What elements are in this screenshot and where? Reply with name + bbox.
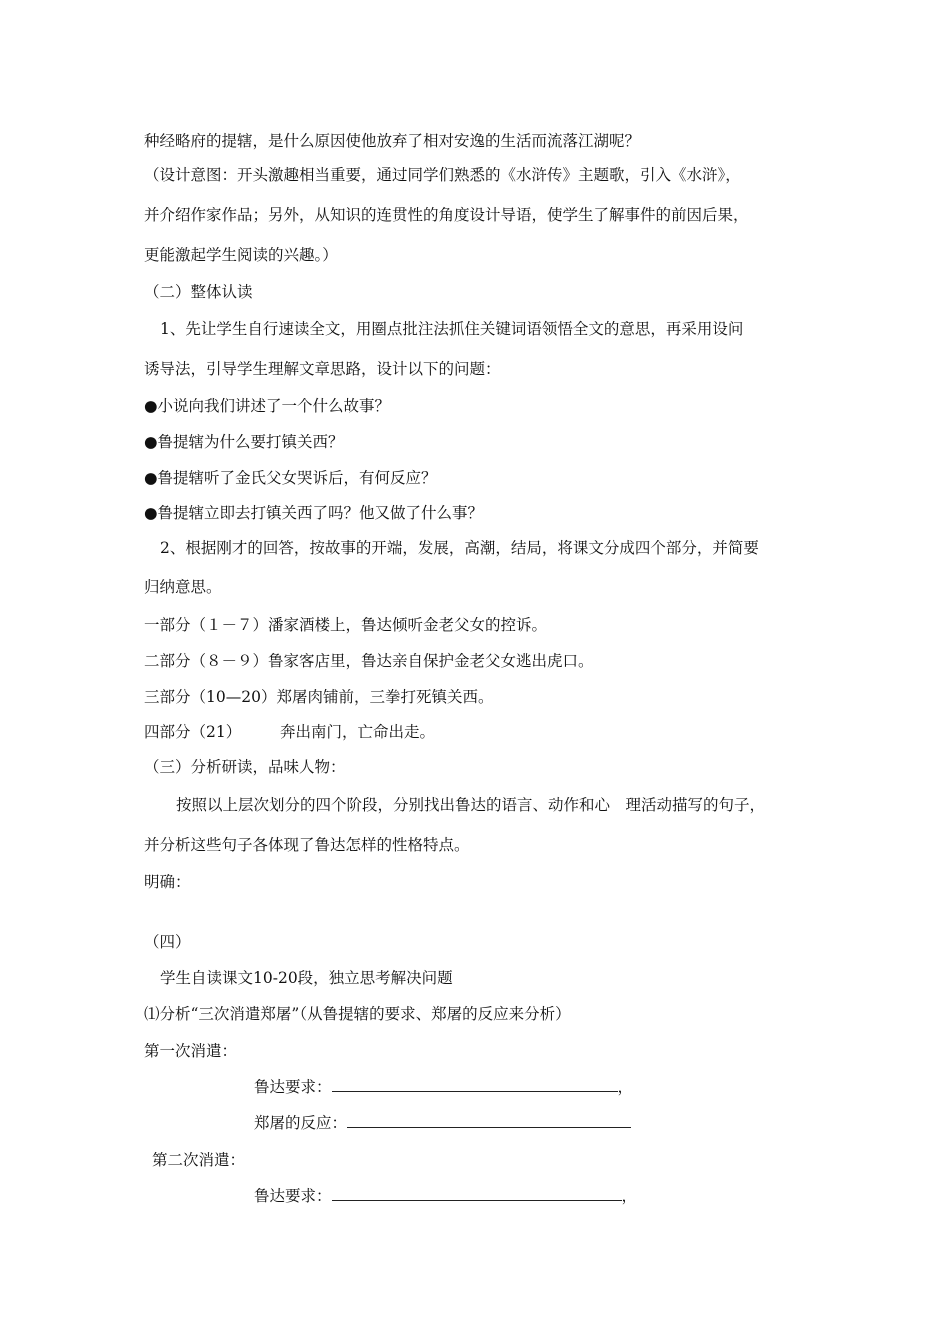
section-heading: （四）	[144, 933, 191, 951]
part-line: 一部分（１－７）潘家酒楼上，鲁达倾听金老父女的控诉。	[144, 616, 548, 634]
bullet-question: ●鲁提辖听了金氏父女哭诉后，有何反应？	[144, 469, 437, 487]
section-heading: （二）整体认读	[144, 283, 253, 301]
bullet-question: ●鲁提辖为什么要打镇关西？	[144, 433, 344, 451]
answer-blank[interactable]	[347, 1113, 631, 1128]
text-line: 1、先让学生自行速读全文，用圈点批注法抓住关键词语领悟全文的意思，再采用设问	[160, 320, 744, 338]
text-line: 2、根据刚才的回答，按故事的开端，发展，高潮，结局，将课文分成四个部分，并简要	[160, 539, 759, 557]
first-reaction-row	[254, 1113, 631, 1133]
comma: ，	[617, 1078, 634, 1096]
text-line: 并介绍作家作品；另外，从知识的连贯性的角度设计导语，使学生了解事件的前因后果，	[144, 206, 749, 224]
text-line: 种经略府的提辖，是什么原因使他放弃了相对安逸的生活而流落江湖呢？	[144, 132, 641, 150]
text-line: 按照以上层次划分的四个阶段，分别找出鲁达的语言、动作和心 理活动描写的句子，	[176, 796, 766, 814]
bullet-question: ●小说向我们讲述了一个什么故事？	[144, 397, 391, 415]
part-line: 四部分（21） 奔出南门，亡命出走。	[144, 723, 435, 741]
answer-blank[interactable]	[332, 1077, 618, 1092]
bullet-question: ●鲁提辖立即去打镇关西了吗？他又做了什么事？	[144, 504, 484, 522]
section-heading: （三）分析研读，品味人物：	[144, 758, 346, 776]
answer-blank[interactable]	[332, 1186, 622, 1201]
reaction-label: 郑屠的反应：	[254, 1114, 348, 1132]
text-line: 学生自读课文10-20段，独立思考解决问题	[160, 969, 453, 987]
text-line: 归纳意思。	[144, 578, 222, 596]
first-request-row	[254, 1077, 633, 1097]
request-label: 鲁达要求：	[254, 1078, 332, 1096]
request-label: 鲁达要求：	[254, 1187, 332, 1205]
second-title: 第二次消遣：	[152, 1151, 246, 1169]
comma: ，	[621, 1187, 638, 1205]
text-line: ⑴分析“三次消遣郑屠”（从鲁提辖的要求、郑屠的反应来分析）	[144, 1005, 571, 1023]
part-line: 二部分（８－９）鲁家客店里，鲁达亲自保护金老父女逃出虎口。	[144, 652, 594, 670]
part-line: 三部分（10—20）郑屠肉铺前，三拳打死镇关西。	[144, 688, 494, 706]
text-line: 第一次消遣：	[144, 1042, 238, 1060]
text-line: 诱导法，引导学生理解文章思路，设计以下的问题：	[144, 360, 501, 378]
text-line: 并分析这些句子各体现了鲁达怎样的性格特点。	[144, 836, 470, 854]
text-line: 更能激起学生阅读的兴趣。）	[144, 246, 338, 264]
text-line: （设计意图：开头激趣相当重要，通过同学们熟悉的《水浒传》主题歌，引入《水浒》，	[144, 166, 741, 184]
second-request-row	[254, 1186, 637, 1206]
text-line: 明确：	[144, 873, 191, 891]
